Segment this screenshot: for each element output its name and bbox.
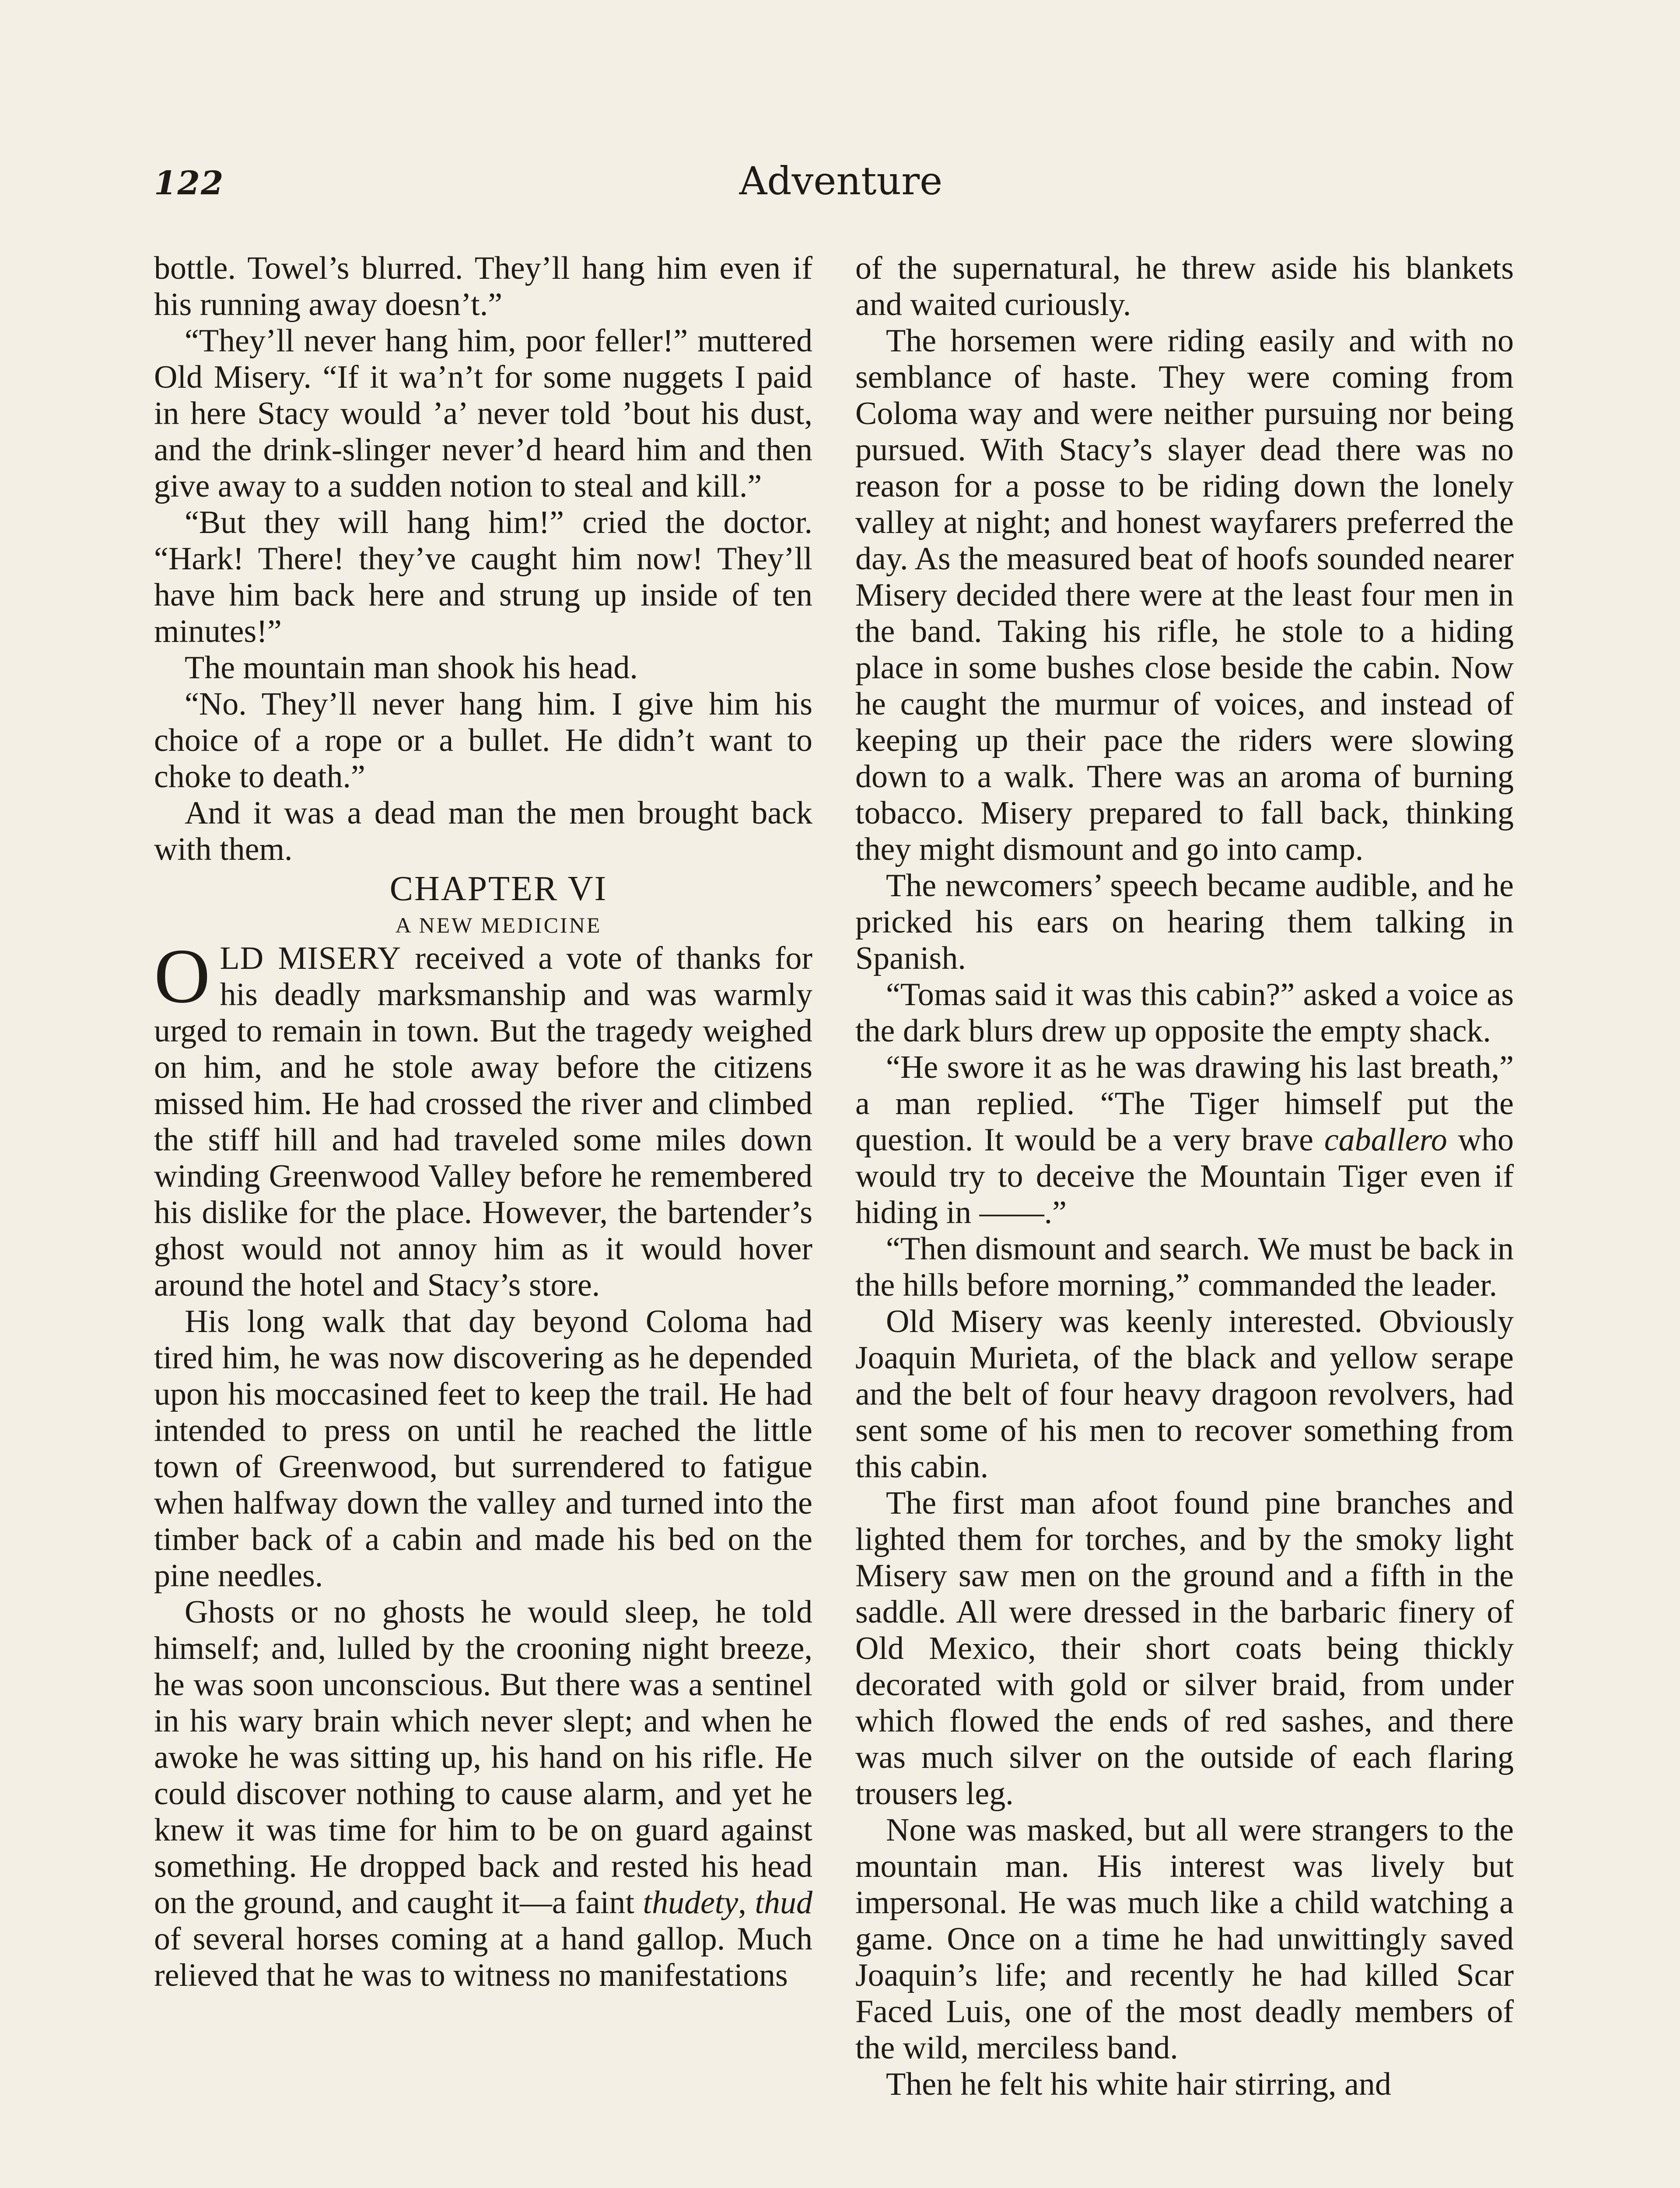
drop-cap: O — [154, 933, 210, 1019]
chapter-subtitle: A NEW MEDICINE — [395, 913, 602, 937]
paragraph: None was masked, but all were strangers to the mountain man. His interest was lively but impersonal. He was much like a child watching a game. Once on a time he had unwittingly saved Joaquin’s life; and recently he had killed Scar Faced Luis, one of the most deadly members of the wild, merciless band. — [855, 1812, 1514, 2066]
paragraph: “They’ll never hang him, poor feller!” muttered Old Misery. “If it wa’n’t for some nuggets I paid in here Stacy would ’a’ never told ’bout his dust, and the drink-slinger never’d heard him and then give away to a sudden notion to steal and kill.” — [154, 323, 812, 504]
running-title: Adventure — [739, 158, 943, 203]
left-column — [154, 250, 812, 1994]
chapter-heading: CHAPTER VI — [389, 870, 608, 908]
chapter-opening-paragraph — [154, 933, 813, 1304]
paragraph: The first man afoot found pine branches and lighted them for torches, and by the smoky light Misery saw men on the ground and a fifth in the saddle. All were dressed in the barbaric finery of Old Mexico, their short coats being thickly decorated with gold or silver braid, from under which flowed the ends of red sashes, and there was much silver on the outside of each flaring trousers leg. — [855, 1485, 1514, 1812]
paragraph: And it was a dead man the men brought back with them. — [154, 795, 812, 867]
paragraph — [154, 1594, 812, 1994]
paragraph: Old Misery was keenly interested. Obviously Joaquin Murieta, of the black and yellow serape and the belt of four heavy dragoon revolvers, had sent some of his men to recover something from this cabin. — [855, 1304, 1514, 1485]
page-number: 122 — [154, 165, 224, 202]
page-header — [154, 158, 1528, 211]
paragraph: The horsemen were riding easily and with no semblance of haste. They were coming from Coloma way and were neither pursuing nor being pursued. With Stacy’s slayer dead there was no reason for a posse to be riding down the lonely valley at night; and honest wayfarers preferred the day. As the measured beat of hoofs sounded nearer Misery decided there were at the least four men in the band. Taking his rifle, he stole to a hiding place in some bushes close beside the cabin. Now he caught the murmur of voices, and instead of keeping up their pace the riders were slowing down to a walk. There was an aroma of burning tobacco. Misery prepared to fall back, thinking they might dismount and go into camp. — [855, 323, 1514, 867]
paragraph-text: Ghosts or no ghosts he would sleep, he told himself; and, lulled by the crooning night breeze, he was soon unconscious. But there was a sentinel in his wary brain which never slept; and when he awoke he was sitting up, his hand on his rifle. He could discover nothing to cause alarm, and yet he knew it was time for him to be on guard against something. He dropped back and rested his head on the ground, and caught it—a faint — [154, 1594, 812, 1921]
paragraph-text: of several horses coming at a hand gallop. Much relieved that he was to witness no manifestations — [154, 1921, 812, 1993]
paragraph: Then he felt his white hair stirring, and — [886, 2066, 1391, 2102]
paragraph-text: “He swore it as he was drawing his last breath,” a man replied. “The Tiger himself put the question. It would be a very brave — [855, 1049, 1514, 1158]
italic-text: thud — [755, 1885, 813, 1921]
paragraph — [855, 1049, 1514, 1231]
paragraph: “Tomas said it was this cabin?” asked a voice as the dark blurs drew up opposite the empty shack. — [855, 977, 1514, 1049]
paragraph: bottle. Towel’s blurred. They’ll hang him even if his running away doesn’t.” — [154, 250, 812, 323]
paragraph: “Then dismount and search. We must be back in the hills before morning,” commanded the leader. — [855, 1231, 1514, 1303]
paragraph-text: , — [738, 1885, 755, 1921]
paragraph-text: received a vote of thanks for his deadly marksmanship and was warmly urged to remain in town. But the tragedy weighed on him, and he stole away before the citizens missed him. He had crossed the river and climbed the stiff hill and had traveled some miles down winding Greenwood Valley before he remembered his dislike for the place. However, the bartender’s ghost would not annoy him as it would hover around the hotel and Stacy’s store. — [154, 940, 813, 1303]
paragraph: “But they will hang him!” cried the doctor. “Hark! There! they’ve caught him now! They’ll have him back here and strung up inside of ten minutes!” — [154, 505, 812, 649]
italic-text: caballero — [1324, 1122, 1447, 1158]
italic-text: thudety — [643, 1885, 738, 1921]
right-column — [855, 250, 1514, 2103]
paragraph: The mountain man shook his head. — [185, 650, 638, 686]
paragraph: The newcomers’ speech became audible, and he pricked his ears on hearing them talking in Spanish. — [855, 868, 1514, 976]
smallcaps-lead: LD MISERY — [220, 940, 402, 976]
paragraph-text: who would try to deceive the Mountain Tiger even if hiding in ——.” — [855, 1122, 1514, 1231]
paragraph: “No. They’ll never hang him. I give him his choice of a rope or a bullet. He didn’t want to choke to death.” — [154, 686, 812, 795]
paragraph: of the supernatural, he threw aside his blankets and waited curiously. — [855, 250, 1514, 323]
paragraph: His long walk that day beyond Coloma had tired him, he was now discovering as he depended upon his moccasined feet to keep the trail. He had intended to press on until he reached the little town of Greenwood, but surrendered to fatigue when halfway down the valley and turned into the timber back of a cabin and made his bed on the pine needles. — [154, 1304, 812, 1594]
